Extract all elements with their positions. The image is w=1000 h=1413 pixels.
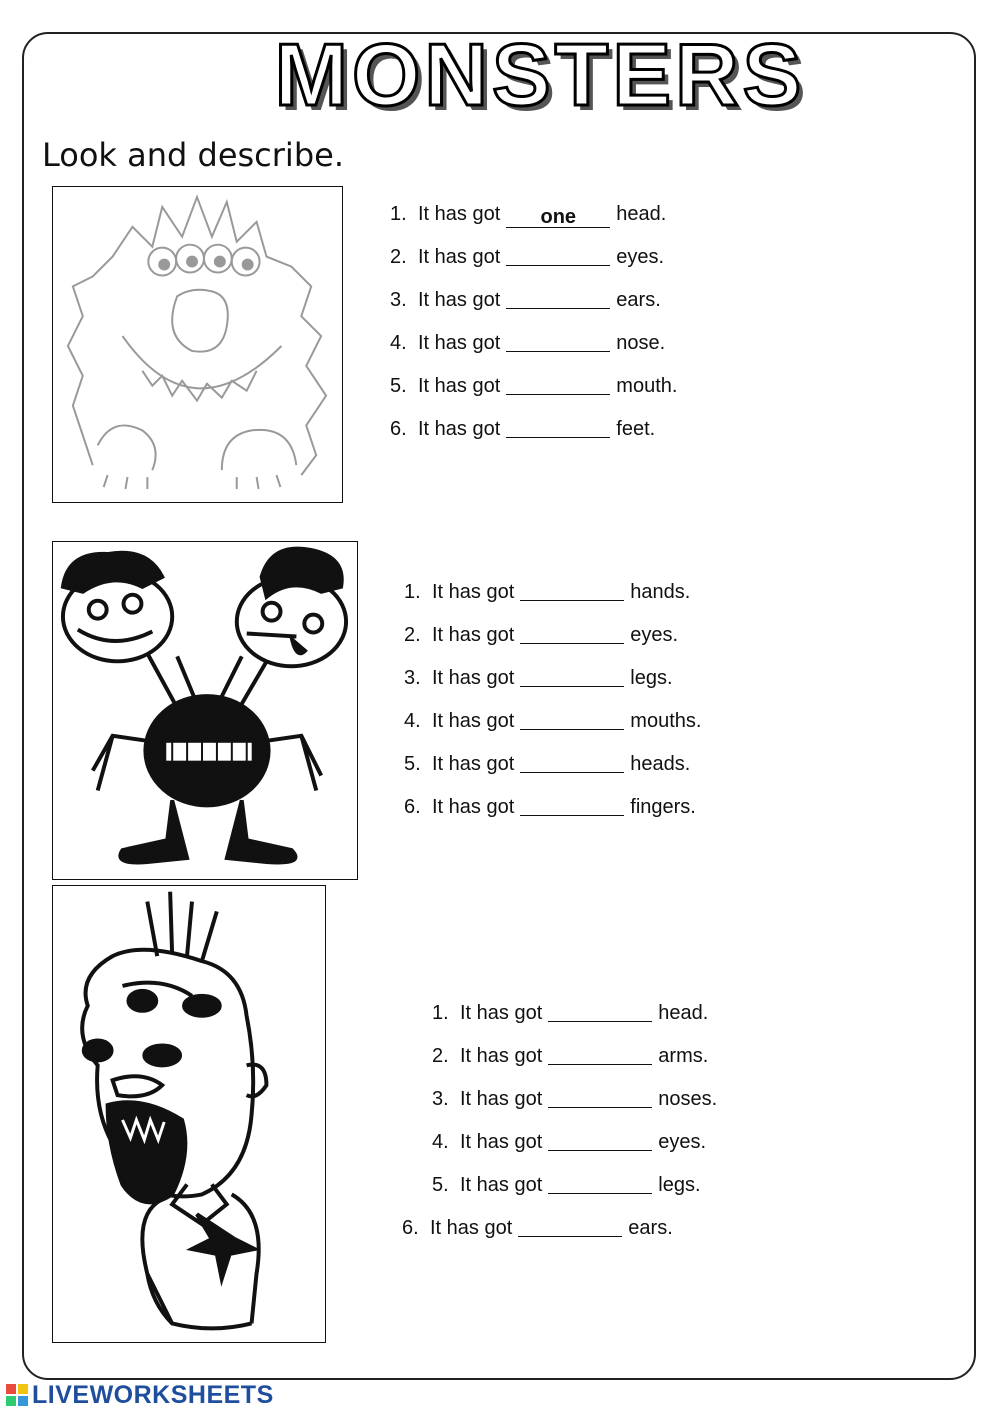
answer-blank[interactable] [548, 1044, 652, 1065]
question-prefix: It has got [432, 710, 515, 732]
question-number: 2. [432, 1045, 449, 1067]
question-number: 6. [402, 1217, 419, 1239]
question-suffix: ears. [616, 289, 661, 311]
question-prefix: It has got [418, 246, 501, 268]
question-prefix: It has got [432, 581, 515, 603]
furry-monster-illustration [53, 187, 342, 502]
question-row [390, 287, 661, 313]
question-row [404, 708, 701, 734]
question-prefix: It has got [432, 796, 515, 818]
question-number: 5. [432, 1174, 449, 1196]
answer-blank[interactable] [548, 1087, 652, 1108]
liveworksheets-logo-icon [6, 1384, 28, 1406]
question-prefix: It has got [432, 753, 515, 775]
question-number: 2. [404, 624, 421, 646]
question-suffix: mouth. [616, 375, 678, 397]
question-row [432, 1086, 717, 1112]
question-row [404, 794, 696, 820]
question-prefix: It has got [430, 1217, 513, 1239]
question-number: 4. [404, 710, 421, 732]
question-prefix: It has got [418, 289, 501, 311]
question-row [432, 1172, 701, 1198]
worksheet-title: MONSTERS [274, 25, 806, 124]
question-suffix: fingers. [630, 796, 696, 818]
question-prefix: It has got [460, 1045, 543, 1067]
question-prefix: It has got [418, 418, 501, 440]
answer-blank[interactable] [520, 709, 624, 730]
question-suffix: eyes. [658, 1131, 707, 1153]
brand-name: LIVEWORKSHEETS [32, 1380, 274, 1409]
question-suffix: feet. [616, 418, 656, 440]
question-prefix: It has got [460, 1002, 543, 1024]
question-suffix: legs. [658, 1174, 701, 1196]
question-number: 4. [390, 332, 407, 354]
question-number: 1. [390, 203, 407, 225]
question-row [402, 1215, 673, 1241]
question-row [404, 751, 690, 777]
answer-blank[interactable] [548, 1173, 652, 1194]
answer-blank[interactable] [506, 374, 610, 395]
question-number: 3. [432, 1088, 449, 1110]
question-suffix: arms. [658, 1045, 709, 1067]
question-suffix: hands. [630, 581, 691, 603]
question-suffix: mouths. [630, 710, 702, 732]
question-row [404, 622, 678, 648]
two-headed-monster-illustration [53, 542, 357, 879]
question-suffix: heads. [630, 753, 691, 775]
two-faced-monster-illustration [53, 886, 325, 1342]
question-row [390, 330, 665, 356]
answer-blank[interactable] [520, 580, 624, 601]
question-row [390, 373, 677, 399]
question-suffix: legs. [630, 667, 673, 689]
question-prefix: It has got [418, 332, 501, 354]
question-number: 6. [404, 796, 421, 818]
question-prefix: It has got [460, 1174, 543, 1196]
question-suffix: noses. [658, 1088, 718, 1110]
question-row [390, 416, 655, 442]
question-prefix: It has got [460, 1088, 543, 1110]
question-row [390, 244, 664, 270]
answer-blank[interactable] [548, 1130, 652, 1151]
answer-blank[interactable] [520, 795, 624, 816]
question-row [432, 1043, 708, 1069]
answer-blank[interactable] [520, 666, 624, 687]
question-prefix: It has got [418, 375, 501, 397]
question-row [432, 1129, 706, 1155]
answer-blank[interactable] [518, 1216, 622, 1237]
answer-blank[interactable] [506, 288, 610, 309]
question-prefix: It has got [460, 1131, 543, 1153]
question-suffix: head. [616, 203, 667, 225]
question-prefix: It has got [432, 624, 515, 646]
liveworksheets-footer[interactable] [6, 1380, 274, 1410]
question-number: 1. [404, 581, 421, 603]
question-number: 5. [390, 375, 407, 397]
question-number: 3. [390, 289, 407, 311]
question-prefix: It has got [432, 667, 515, 689]
question-suffix: head. [658, 1002, 709, 1024]
question-number: 4. [432, 1131, 449, 1153]
question-number: 6. [390, 418, 407, 440]
answer-blank[interactable]: one [506, 207, 610, 228]
question-row [404, 579, 690, 605]
question-prefix: It has got [418, 203, 501, 225]
question-suffix: ears. [628, 1217, 673, 1239]
question-number: 2. [390, 246, 407, 268]
answer-blank[interactable] [506, 245, 610, 266]
question-suffix: nose. [616, 332, 666, 354]
answer-blank[interactable] [506, 331, 610, 352]
question-number: 3. [404, 667, 421, 689]
question-row [432, 1000, 708, 1026]
monster-picture-1 [52, 186, 343, 503]
question-row [390, 201, 666, 227]
monster-picture-3 [52, 885, 326, 1343]
question-suffix: eyes. [616, 246, 665, 268]
question-number: 5. [404, 753, 421, 775]
answer-blank[interactable] [506, 417, 610, 438]
answer-blank[interactable] [548, 1001, 652, 1022]
answer-blank[interactable] [520, 752, 624, 773]
answer-blank[interactable] [520, 623, 624, 644]
instruction-text: Look and describe. [42, 136, 344, 174]
monster-picture-2 [52, 541, 358, 880]
question-row [404, 665, 673, 691]
question-number: 1. [432, 1002, 449, 1024]
question-suffix: eyes. [630, 624, 679, 646]
